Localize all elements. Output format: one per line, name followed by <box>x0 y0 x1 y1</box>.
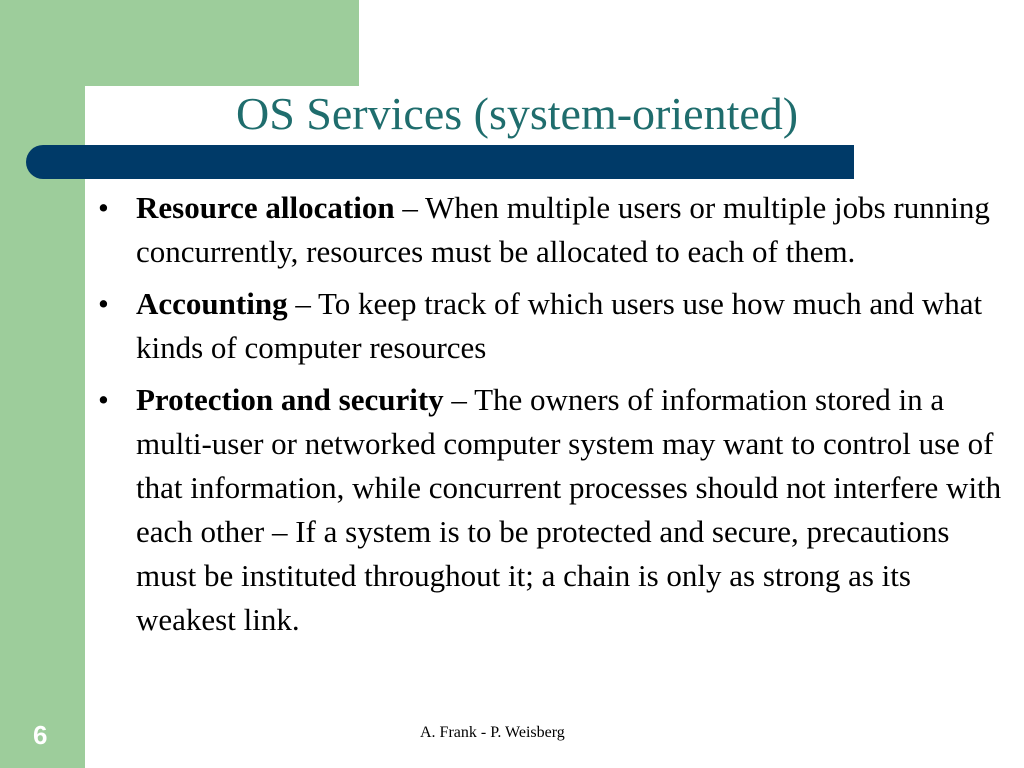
bullet-dot-icon: • <box>98 286 109 321</box>
bullet-protection-security <box>98 378 1008 642</box>
bullet-text: – When multiple users or multiple jobs running concurrently, resources must be allocated to each of them. <box>136 190 990 269</box>
slide-title: OS Services (system-oriented) <box>236 88 799 139</box>
green-top-band <box>85 0 359 86</box>
bullet-text: – The owners of information stored in a multi-user or networked computer system may want to control use of that information, while concurrent processes should not interfere with each other – If a system is to be protected and secure, precautions must be instituted throughout it; a chain is only as strong as its weakest link. <box>136 382 1002 637</box>
bullet-list <box>98 186 1008 650</box>
bullet-resource-allocation <box>98 186 1008 274</box>
bullet-term: Accounting <box>136 286 288 321</box>
bullet-text: – To keep track of which users use how much and what kinds of computer resources <box>136 286 983 365</box>
green-side-band <box>0 0 85 768</box>
title-underline-bar <box>26 145 854 179</box>
bullet-dot-icon: • <box>98 190 109 225</box>
bullet-dot-icon: • <box>98 382 109 417</box>
bullet-accounting <box>98 282 1008 370</box>
bullet-term: Resource allocation <box>136 190 395 225</box>
bullet-term: Protection and security <box>136 382 444 417</box>
footer-credit: A. Frank - P. Weisberg <box>420 724 565 741</box>
page-number: 6 <box>33 720 48 750</box>
